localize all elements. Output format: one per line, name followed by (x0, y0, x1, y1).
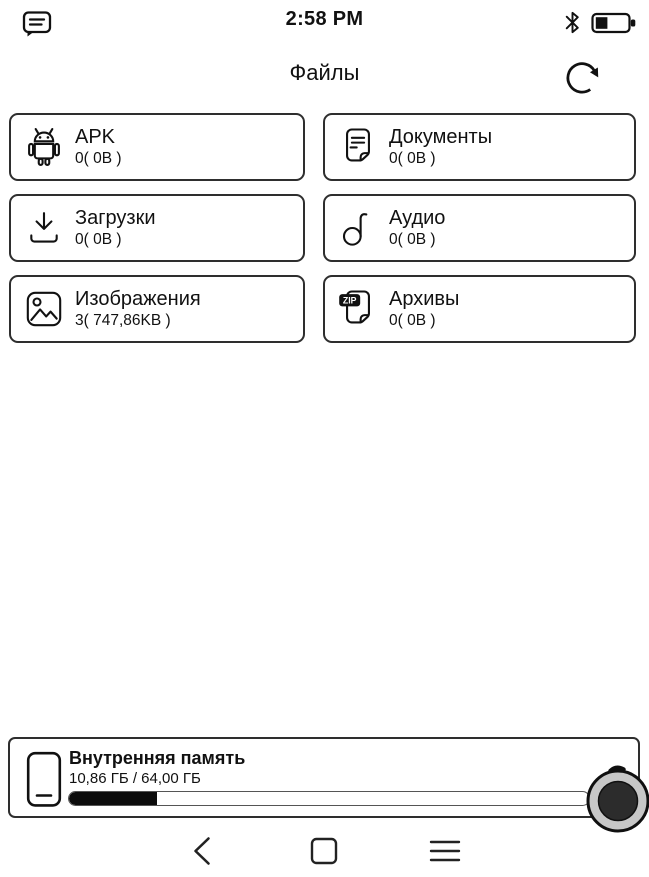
card-count: 0( 0B ) (75, 231, 122, 248)
storage-label: Внутренняя память (69, 748, 246, 768)
download-icon (22, 204, 66, 252)
category-grid (9, 113, 636, 343)
card-title: APK (75, 126, 116, 148)
music-note-icon (336, 204, 380, 252)
android-icon (22, 123, 66, 171)
page-title: Файлы (289, 60, 360, 85)
status-indicators (562, 9, 637, 36)
card-downloads[interactable] (9, 194, 305, 262)
menu-icon[interactable] (423, 829, 467, 873)
card-count: 0( 0B ) (75, 150, 122, 167)
storage-progress-fill (69, 792, 157, 805)
assistive-ball-button[interactable] (583, 764, 649, 836)
card-title: Аудио (389, 207, 446, 229)
battery-fill-rect (596, 17, 608, 29)
status-bar (0, 0, 649, 44)
card-audio[interactable] (323, 194, 636, 262)
card-images[interactable] (9, 275, 305, 343)
card-count: 0( 0B ) (389, 231, 436, 248)
internal-storage-card[interactable] (8, 737, 640, 818)
clock-time: 2:58 PM (285, 8, 364, 30)
card-archives[interactable] (323, 275, 636, 343)
bluetooth-icon (562, 9, 583, 36)
header (0, 56, 649, 100)
storage-progress-bar (68, 791, 590, 806)
zip-badge-text: ZIP (342, 295, 357, 306)
navigation-bar (0, 825, 649, 877)
back-icon[interactable] (180, 829, 224, 873)
card-title: Документы (389, 126, 493, 148)
document-icon (336, 123, 380, 171)
internal-storage-icon (26, 751, 62, 808)
storage-usage: 10,86 ГБ / 64,00 ГБ (69, 770, 201, 787)
refresh-icon[interactable] (560, 54, 606, 100)
card-title: Архивы (389, 288, 460, 310)
card-apk[interactable] (9, 113, 305, 181)
zip-file-icon (336, 285, 380, 333)
image-icon (22, 285, 66, 333)
card-count: 0( 0B ) (389, 150, 436, 167)
card-count: 3( 747,86KB ) (75, 312, 171, 329)
card-documents[interactable] (323, 113, 636, 181)
home-icon[interactable] (302, 829, 346, 873)
card-title: Загрузки (75, 207, 156, 229)
card-count: 0( 0B ) (389, 312, 436, 329)
battery-icon (591, 10, 637, 36)
card-title: Изображения (75, 288, 201, 310)
